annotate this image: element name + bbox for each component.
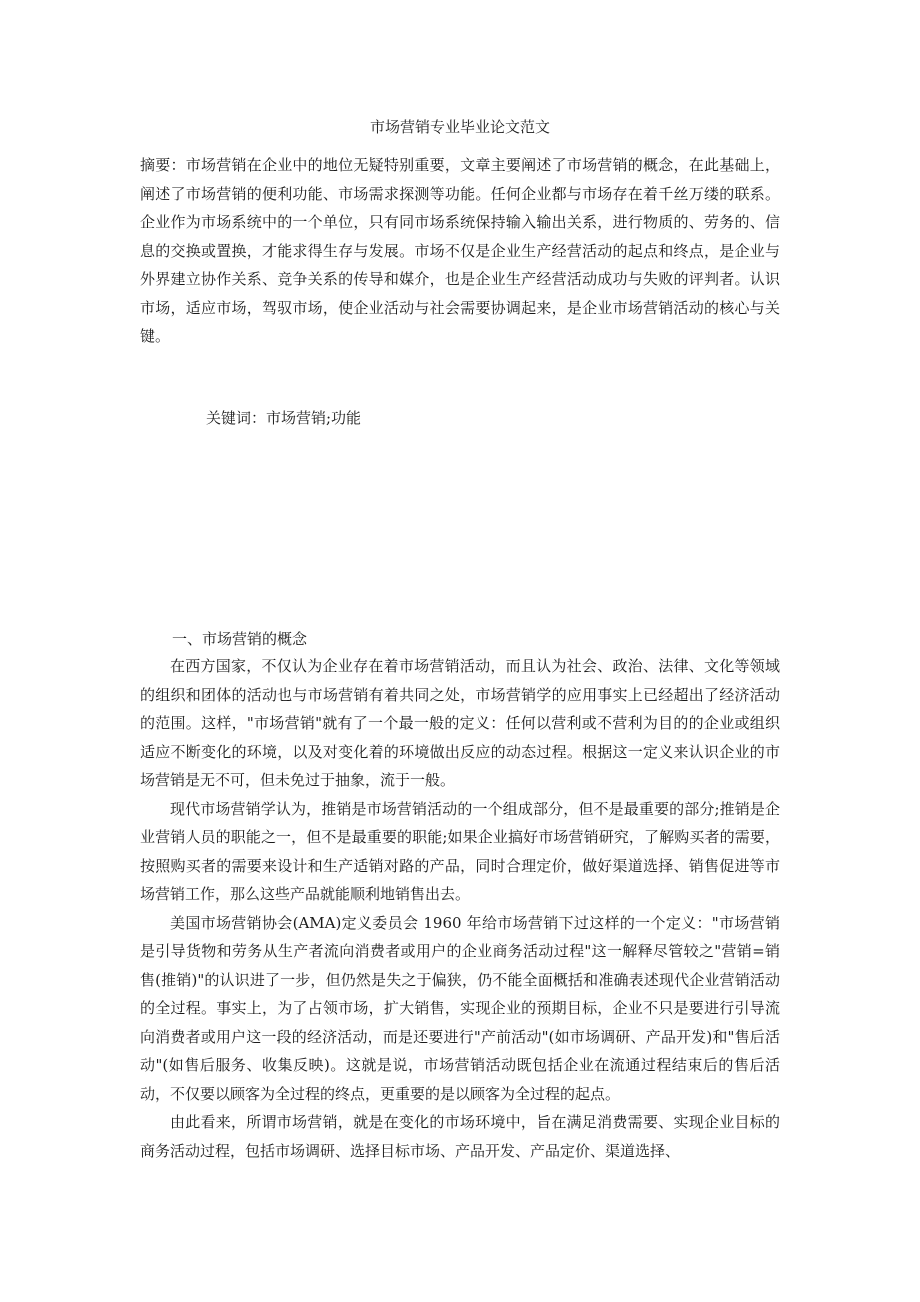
body-text: [140, 652, 780, 1165]
body-paragraph: 在西方国家，不仅认为企业存在着市场营销活动，而且认为社会、政治、法律、文化等领域的组织和团体的活动也与市场营销有着共同之处，市场营销学的应用事实上已经超出了经济活动的范围。这样，"市场营销"就有了一个最一般的定义：任何以营利或不营利为目的的企业或组织适应不断变化的环境，以及对变化着的环境做出反应的动态过程。根据这一定义来认识企业的市场营销是无不可，但未免过于抽象，流于一般。: [140, 657, 780, 789]
abstract-paragraph: 摘要：市场营销在企业中的地位无疑特别重要，文章主要阐述了市场营销的概念，在此基础上，阐述了市场营销的便利功能、市场需求探测等功能。任何企业都与市场存在着千丝万缕的联系。企业作为市场系统中的一个单位，只有同市场系统保持输入输出关系，进行物质的、劳务的、信息的交换或置换，才能求得生存与发展。市场不仅是企业生产经营活动的起点和终点，是企业与外界建立协作关系、竞争关系的传导和媒介，也是企业生产经营活动成功与失败的评判者。认识市场，适应市场，驾驭市场，使企业活动与社会需要协调起来，是企业市场营销活动的核心与关键。: [140, 156, 780, 345]
body-paragraph: 美国市场营销协会(AMA)定义委员会 1960 年给市场营销下过这样的一个定义："市场营销是引导货物和劳务从生产者流向消费者或用户的企业商务活动过程"这一解释尽管较之"营销=销售(推销)"的认识进了一步，但仍然是失之于偏狭，仍不能全面概括和准确表述现代企业营销活动的全过程。事实上，为了占领市场，扩大销售，实现企业的预期目标，企业不只是要进行引导流向消费者或用户这一段的经济活动，而是还要进行"产前活动"(如市场调研、产品开发)和"售后活动"(如售后服务、收集反映)。这就是说，市场营销活动既包括企业在流通过程结束后的售后活动，不仅要以顾客为全过程的终点，更重要的是以顾客为全过程的起点。: [140, 913, 780, 1103]
document-title: 市场营销专业毕业论文范文: [369, 118, 550, 136]
body-paragraph: 由此看来，所谓市场营销，就是在变化的市场环境中，旨在满足消费需要、实现企业目标的商务活动过程，包括市场调研、选择目标市场、产品开发、产品定价、渠道选择、: [140, 1113, 780, 1160]
section-heading: 一、市场营销的概念: [172, 630, 308, 648]
body-paragraph: 现代市场营销学认为，推销是市场营销活动的一个组成部分，但不是最重要的部分;推销是企业营销人员的职能之一，但不是最重要的职能;如果企业搞好市场营销研究，了解购买者的需要，按照购买者的需要来设计和生产适销对路的产品，同时合理定价，做好渠道选择、销售促进等市场营销工作，那么这些产品就能顺利地销售出去。: [140, 799, 780, 903]
keywords-line: 关键词：市场营销;功能: [206, 409, 362, 427]
